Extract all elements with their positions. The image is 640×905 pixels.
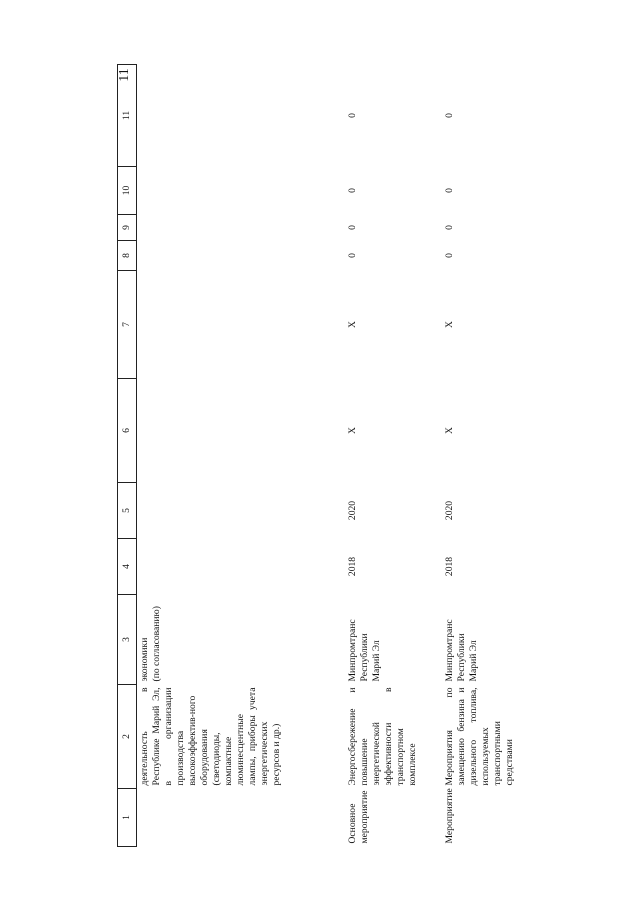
cell-text: Мероприятие (444, 788, 455, 844)
page-number: 11 (117, 68, 132, 82)
column-header-1: 1 (118, 789, 137, 847)
cell-col6: X (347, 427, 358, 434)
column-header-8: 8 (118, 241, 137, 271)
cell-col10 (137, 167, 296, 215)
cell-col11: 0 (347, 113, 358, 118)
cell-col7: X (347, 321, 358, 328)
cell-text: (по согласованию) (151, 606, 162, 682)
cell-start-year: 2018 (444, 556, 455, 577)
table-container (117, 65, 515, 847)
cell-text: Республики (456, 633, 467, 682)
cell-col8 (137, 241, 296, 271)
cell-col10: 0 (347, 188, 358, 193)
cell-text: Марий Эл (371, 640, 382, 682)
cell-text: Республики (359, 633, 370, 682)
column-header-11: 11 (118, 65, 137, 167)
table-row (439, 65, 516, 847)
column-header-3: 3 (118, 595, 137, 685)
cell-col7: X (444, 321, 455, 328)
table-row (342, 65, 439, 847)
cell-text: деятельность в Республике Марий Эл, в организации производства высокоэффектив-ного оборудования (светодиоды, компактные люминесцентные лампы, приборы учета энергетических ресурсов и др.) (139, 687, 282, 786)
cell-executor (342, 595, 439, 685)
cell-col6 (137, 379, 296, 483)
cell-type (342, 789, 439, 847)
cell-end-year (137, 483, 296, 539)
cell-description (342, 685, 439, 789)
cell-text: Минпромтранс (347, 619, 358, 682)
cell-text: Мероприятия по замещению бензина и дизельного топлива, используемых транспортными средствами (444, 687, 515, 786)
column-header-6: 6 (118, 379, 137, 483)
cell-start-year: 2018 (347, 556, 358, 577)
column-header-4: 4 (118, 539, 137, 595)
cell-col7 (137, 271, 296, 379)
cell-col8: 0 (444, 253, 455, 258)
cell-executor (439, 595, 516, 685)
column-header-9: 9 (118, 215, 137, 241)
row-spacer (295, 65, 342, 847)
cell-text: экономики (139, 637, 150, 682)
cell-text: Минпромтранс (444, 619, 455, 682)
cell-start-year (137, 539, 296, 595)
cell-description (137, 685, 296, 789)
cell-text: Энергосбережение и повышение энергетической эффективности в транспортном комплексе (347, 687, 418, 786)
cell-text: Марий Эл (468, 640, 479, 682)
rotated-table-frame (117, 65, 515, 847)
table-row (137, 65, 296, 847)
cell-type (137, 789, 296, 847)
cell-col11: 0 (444, 113, 455, 118)
cell-type (439, 789, 516, 847)
cell-description (439, 685, 516, 789)
cell-end-year: 2020 (347, 500, 358, 521)
cell-text: мероприятие (359, 790, 370, 844)
cell-col6: X (444, 427, 455, 434)
cell-end-year: 2020 (444, 500, 455, 521)
cell-col11 (137, 65, 296, 167)
cell-executor (137, 595, 296, 685)
column-header-10: 10 (118, 167, 137, 215)
cell-text: Основное (347, 803, 358, 844)
column-header-5: 5 (118, 483, 137, 539)
column-header-2: 2 (118, 685, 137, 789)
cell-col9 (137, 215, 296, 241)
cell-col10: 0 (444, 188, 455, 193)
column-header-7: 7 (118, 271, 137, 379)
measures-table (117, 64, 516, 847)
cell-col8: 0 (347, 253, 358, 258)
header-row (118, 65, 137, 847)
cell-col9: 0 (444, 225, 455, 230)
cell-col9: 0 (347, 225, 358, 230)
